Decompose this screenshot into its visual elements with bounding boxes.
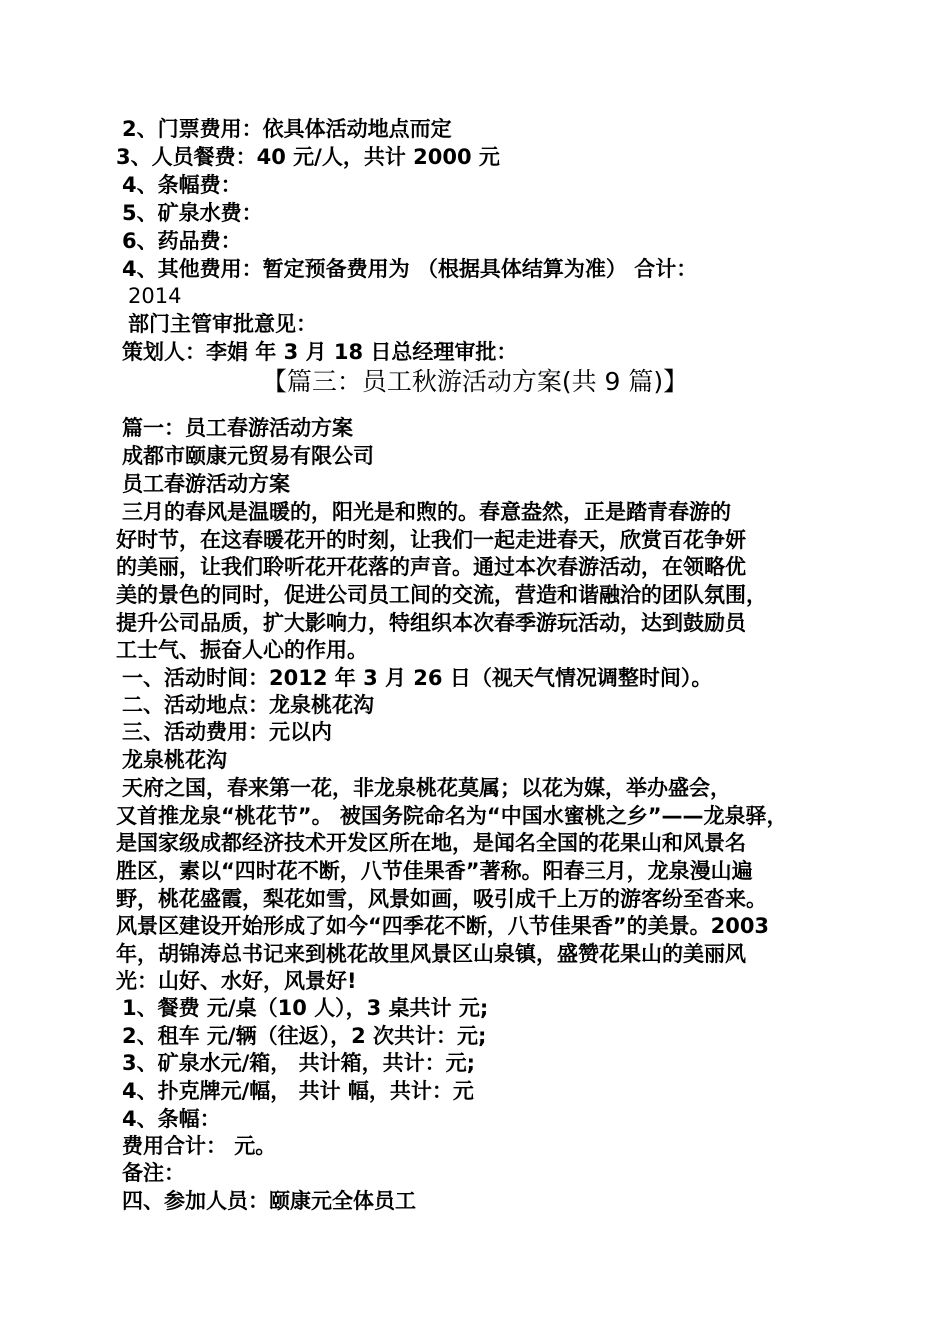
intro-paragraph-line: 提升公司品质，扩大影响力，特组织本次春季游玩活动，达到鼓励员 [116, 611, 746, 635]
water-item: 3、矿泉水元/箱， 共计箱，共计：元; [122, 1051, 475, 1075]
plan-title: 员工春游活动方案 [122, 472, 290, 496]
activity-location-line: 二、活动地点：龙泉桃花沟 [122, 693, 374, 717]
intro-paragraph-line: 美的景色的同时，促进公司员工间的交流，营造和谐融洽的团队氛围， [116, 583, 767, 607]
total-cost-line: 费用合计： 元。 [122, 1134, 277, 1158]
poker-item: 4、扑克牌元/幅， 共计 幅，共计：元 [122, 1079, 474, 1103]
part-one-title: 篇一：员工春游活动方案 [122, 416, 353, 440]
location-paragraph-line: 天府之国，春来第一花，非龙泉桃花莫属；以花为媒，举办盛会， [122, 776, 731, 800]
location-paragraph-line: 胜区，素以“四时花不断，八节佳果香”著称。阳春三月，龙泉漫山遍 [116, 859, 753, 883]
location-paragraph-line: 野，桃花盛霞，梨花如雪，风景如画，吸引成千上万的游客纷至沓来。 [116, 887, 767, 911]
location-paragraph-line: 风景区建设开始形成了如今“四季花不断，八节佳果香”的美景。2003 [116, 914, 770, 938]
meal-cost-line: 3、人员餐费：40 元/人，共计 2000 元 [116, 145, 500, 169]
banner-cost-line: 4、条幅费： [122, 173, 242, 197]
intro-paragraph-line: 工士气、振奋人心的作用。 [116, 638, 368, 662]
remarks-line: 备注： [122, 1161, 185, 1185]
location-paragraph-line: 是国家级成都经济技术开发区所在地，是闻名全国的花果山和风景名 [116, 831, 746, 855]
water-cost-line: 5、矿泉水费： [122, 201, 263, 225]
intro-paragraph-line: 好时节，在这春暖花开的时刻，让我们一起走进春天，欣赏百花争妍 [116, 528, 746, 552]
location-paragraph-line: 年，胡锦涛总书记来到桃花故里风景区山泉镇，盛赞花果山的美丽风 [116, 942, 746, 966]
activity-cost-line: 三、活动费用：元以内 [122, 720, 332, 744]
year-line: 2014 [128, 284, 182, 308]
intro-paragraph-line: 三月的春风是温暖的，阳光是和煦的。春意盎然，正是踏青春游的 [122, 500, 731, 524]
location-paragraph-line: 光：山好、水好，风景好! [116, 969, 357, 993]
location-title: 龙泉桃花沟 [122, 748, 227, 772]
intro-paragraph-line: 的美丽，让我们聆听花开花落的声音。通过本次春游活动，在领略优 [116, 555, 746, 579]
location-paragraph-line: 又首推龙泉“桃花节”。 被国务院命名为“中国水蜜桃之乡”——龙泉驿， [116, 804, 788, 828]
meal-fee-item: 1、餐费 元/桌（10 人），3 桌共计 元; [122, 996, 489, 1020]
participants-line: 四、参加人员：颐康元全体员工 [122, 1189, 416, 1213]
manager-approval-line: 部门主管审批意见： [128, 312, 317, 336]
planner-line: 策划人：李娟 年 3 月 18 日总经理审批： [122, 340, 518, 364]
other-cost-line: 4、其他费用：暂定预备费用为 （根据具体结算为准） 合计： [122, 257, 698, 281]
company-name: 成都市颐康元贸易有限公司 [122, 444, 374, 468]
activity-time-line: 一、活动时间：2012 年 3 月 26 日（视天气情况调整时间）。 [122, 666, 713, 690]
car-rental-item: 2、租车 元/辆（往返），2 次共计：元; [122, 1024, 487, 1048]
section-heading: 【篇三：员工秋游活动方案(共 9 篇)】 [261, 367, 689, 396]
ticket-cost-line: 2、门票费用：依具体活动地点而定 [122, 117, 452, 141]
medicine-cost-line: 6、药品费： [122, 229, 242, 253]
banner-item: 4、条幅： [122, 1107, 221, 1131]
